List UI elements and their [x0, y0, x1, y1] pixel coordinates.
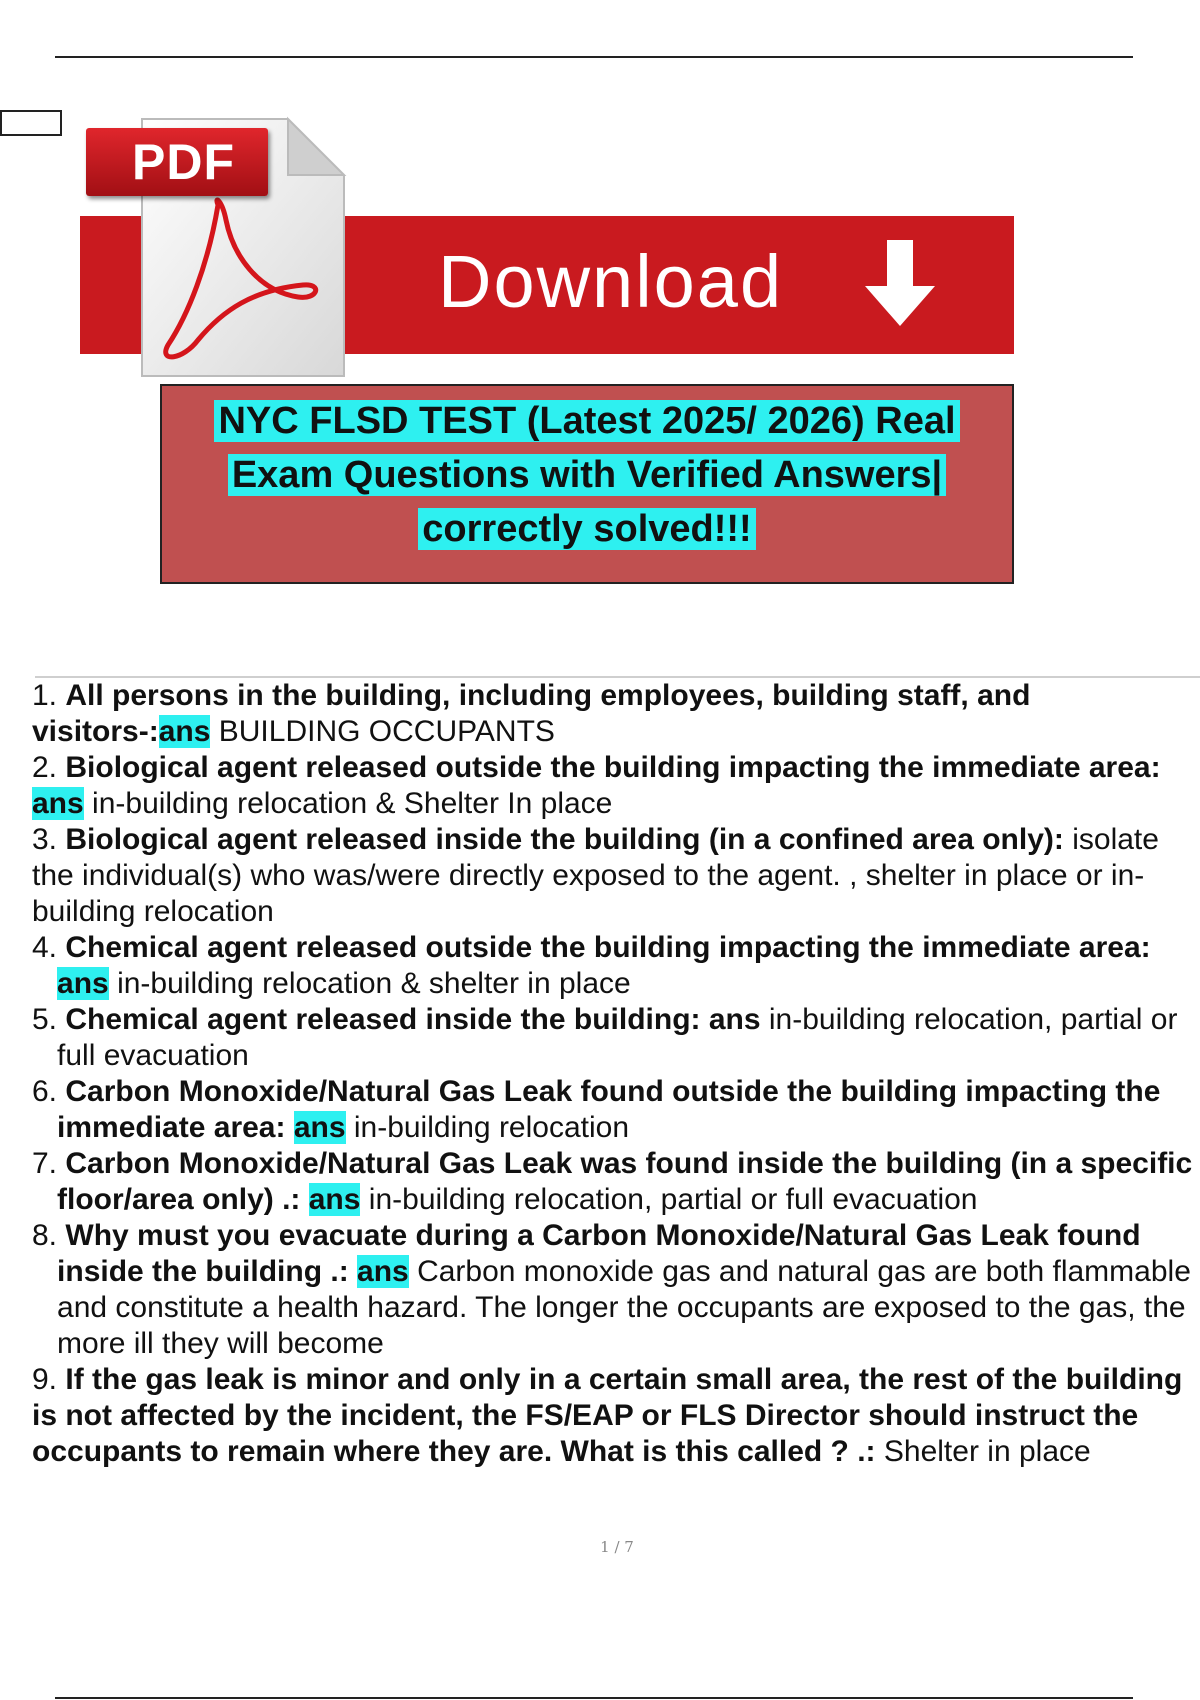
- bottom-rule: [55, 1697, 1133, 1699]
- list-item: [32, 750, 1200, 822]
- answer-text: Carbon monoxide gas and natural gas are both flammable and constitute a health hazard. The longer the occupants are exposed to the gas, the more ill they will become: [57, 1255, 1191, 1360]
- qa-list: [32, 678, 1200, 1470]
- answer-text: in-building relocation & Shelter In place: [83, 787, 613, 820]
- item-number: 1.: [32, 679, 58, 712]
- list-item: [32, 1146, 1200, 1218]
- question-separator: :: [148, 715, 159, 748]
- download-arrow-icon[interactable]: [860, 240, 940, 330]
- item-number: 3.: [32, 823, 58, 856]
- title-line-1: NYC FLSD TEST (Latest 2025/ 2026) Real: [162, 394, 1012, 448]
- answer-marker: ans: [308, 1183, 361, 1216]
- question-text: If the gas leak is minor and only in a certain small area, the rest of the building is not affected by the incident, the FS/EAP or FLS Director should instruct the occupants to remain where they are. What is this called ? .:: [32, 1363, 1183, 1468]
- item-number: 2.: [32, 751, 58, 784]
- list-item: [32, 1218, 1200, 1362]
- title-line-2: Exam Questions with Verified Answers|: [162, 448, 1012, 502]
- download-label[interactable]: Download: [438, 240, 784, 323]
- answer-marker: ans: [57, 967, 109, 1000]
- question-text: Biological agent released outside the building impacting the immediate area:: [65, 751, 1161, 784]
- list-item: [32, 1002, 1200, 1074]
- item-number: 6.: [32, 1075, 58, 1108]
- answer-text: in-building relocation, partial or full evacuation: [360, 1183, 978, 1216]
- question-text: Chemical agent released inside the building: ans: [65, 1003, 761, 1036]
- question-text: Biological agent released inside the building (in a confined area only):: [65, 823, 1073, 856]
- item-number: 8.: [32, 1219, 58, 1252]
- list-item: [32, 930, 1200, 1002]
- list-item: [32, 1362, 1200, 1470]
- list-item: [32, 1074, 1200, 1146]
- question-text: Why must you evacuate during a Carbon Monoxide/Natural Gas Leak found inside the building .:: [57, 1219, 1141, 1288]
- question-text: Carbon Monoxide/Natural Gas Leak was found inside the building (in a specific floor/area only) .:: [57, 1147, 1193, 1216]
- empty-box: [0, 110, 62, 136]
- answer-text: in-building relocation & shelter in place: [108, 967, 631, 1000]
- pdf-badge: [86, 128, 268, 196]
- title-box: [160, 384, 1014, 584]
- item-number: 4.: [32, 931, 58, 964]
- answer-marker: ans: [357, 1255, 409, 1288]
- answer-marker: ans: [32, 787, 84, 820]
- list-item: [32, 822, 1200, 930]
- answer-marker: ans: [293, 1111, 346, 1144]
- answer-text: isolate the individual(s) who was/were directly exposed to the agent. , shelter in place or in-building relocation: [32, 823, 1159, 928]
- top-rule: [55, 56, 1133, 58]
- answer-text: BUILDING OCCUPANTS: [210, 715, 555, 748]
- pdf-label-text: PDF: [132, 134, 235, 190]
- answer-marker: ans: [158, 715, 211, 748]
- question-text: Carbon Monoxide/Natural Gas Leak found outside the building impacting the immediate area:: [57, 1075, 1161, 1144]
- question-text: All persons in the building, including employees, building staff, and visitors-: [32, 679, 1031, 748]
- question-text: Chemical agent released outside the building impacting the immediate area:: [65, 931, 1151, 964]
- list-item: [32, 678, 1200, 750]
- item-number: 9.: [32, 1363, 58, 1396]
- item-number: 7.: [32, 1147, 58, 1180]
- answer-text: in-building relocation: [345, 1111, 630, 1144]
- item-number: 5.: [32, 1003, 58, 1036]
- answer-text: Shelter in place: [883, 1435, 1091, 1468]
- page-number: 1 / 7: [600, 1538, 634, 1556]
- title-line-3: correctly solved!!!: [162, 502, 1012, 556]
- answer-text: in-building relocation, partial or full evacuation: [57, 1003, 1178, 1072]
